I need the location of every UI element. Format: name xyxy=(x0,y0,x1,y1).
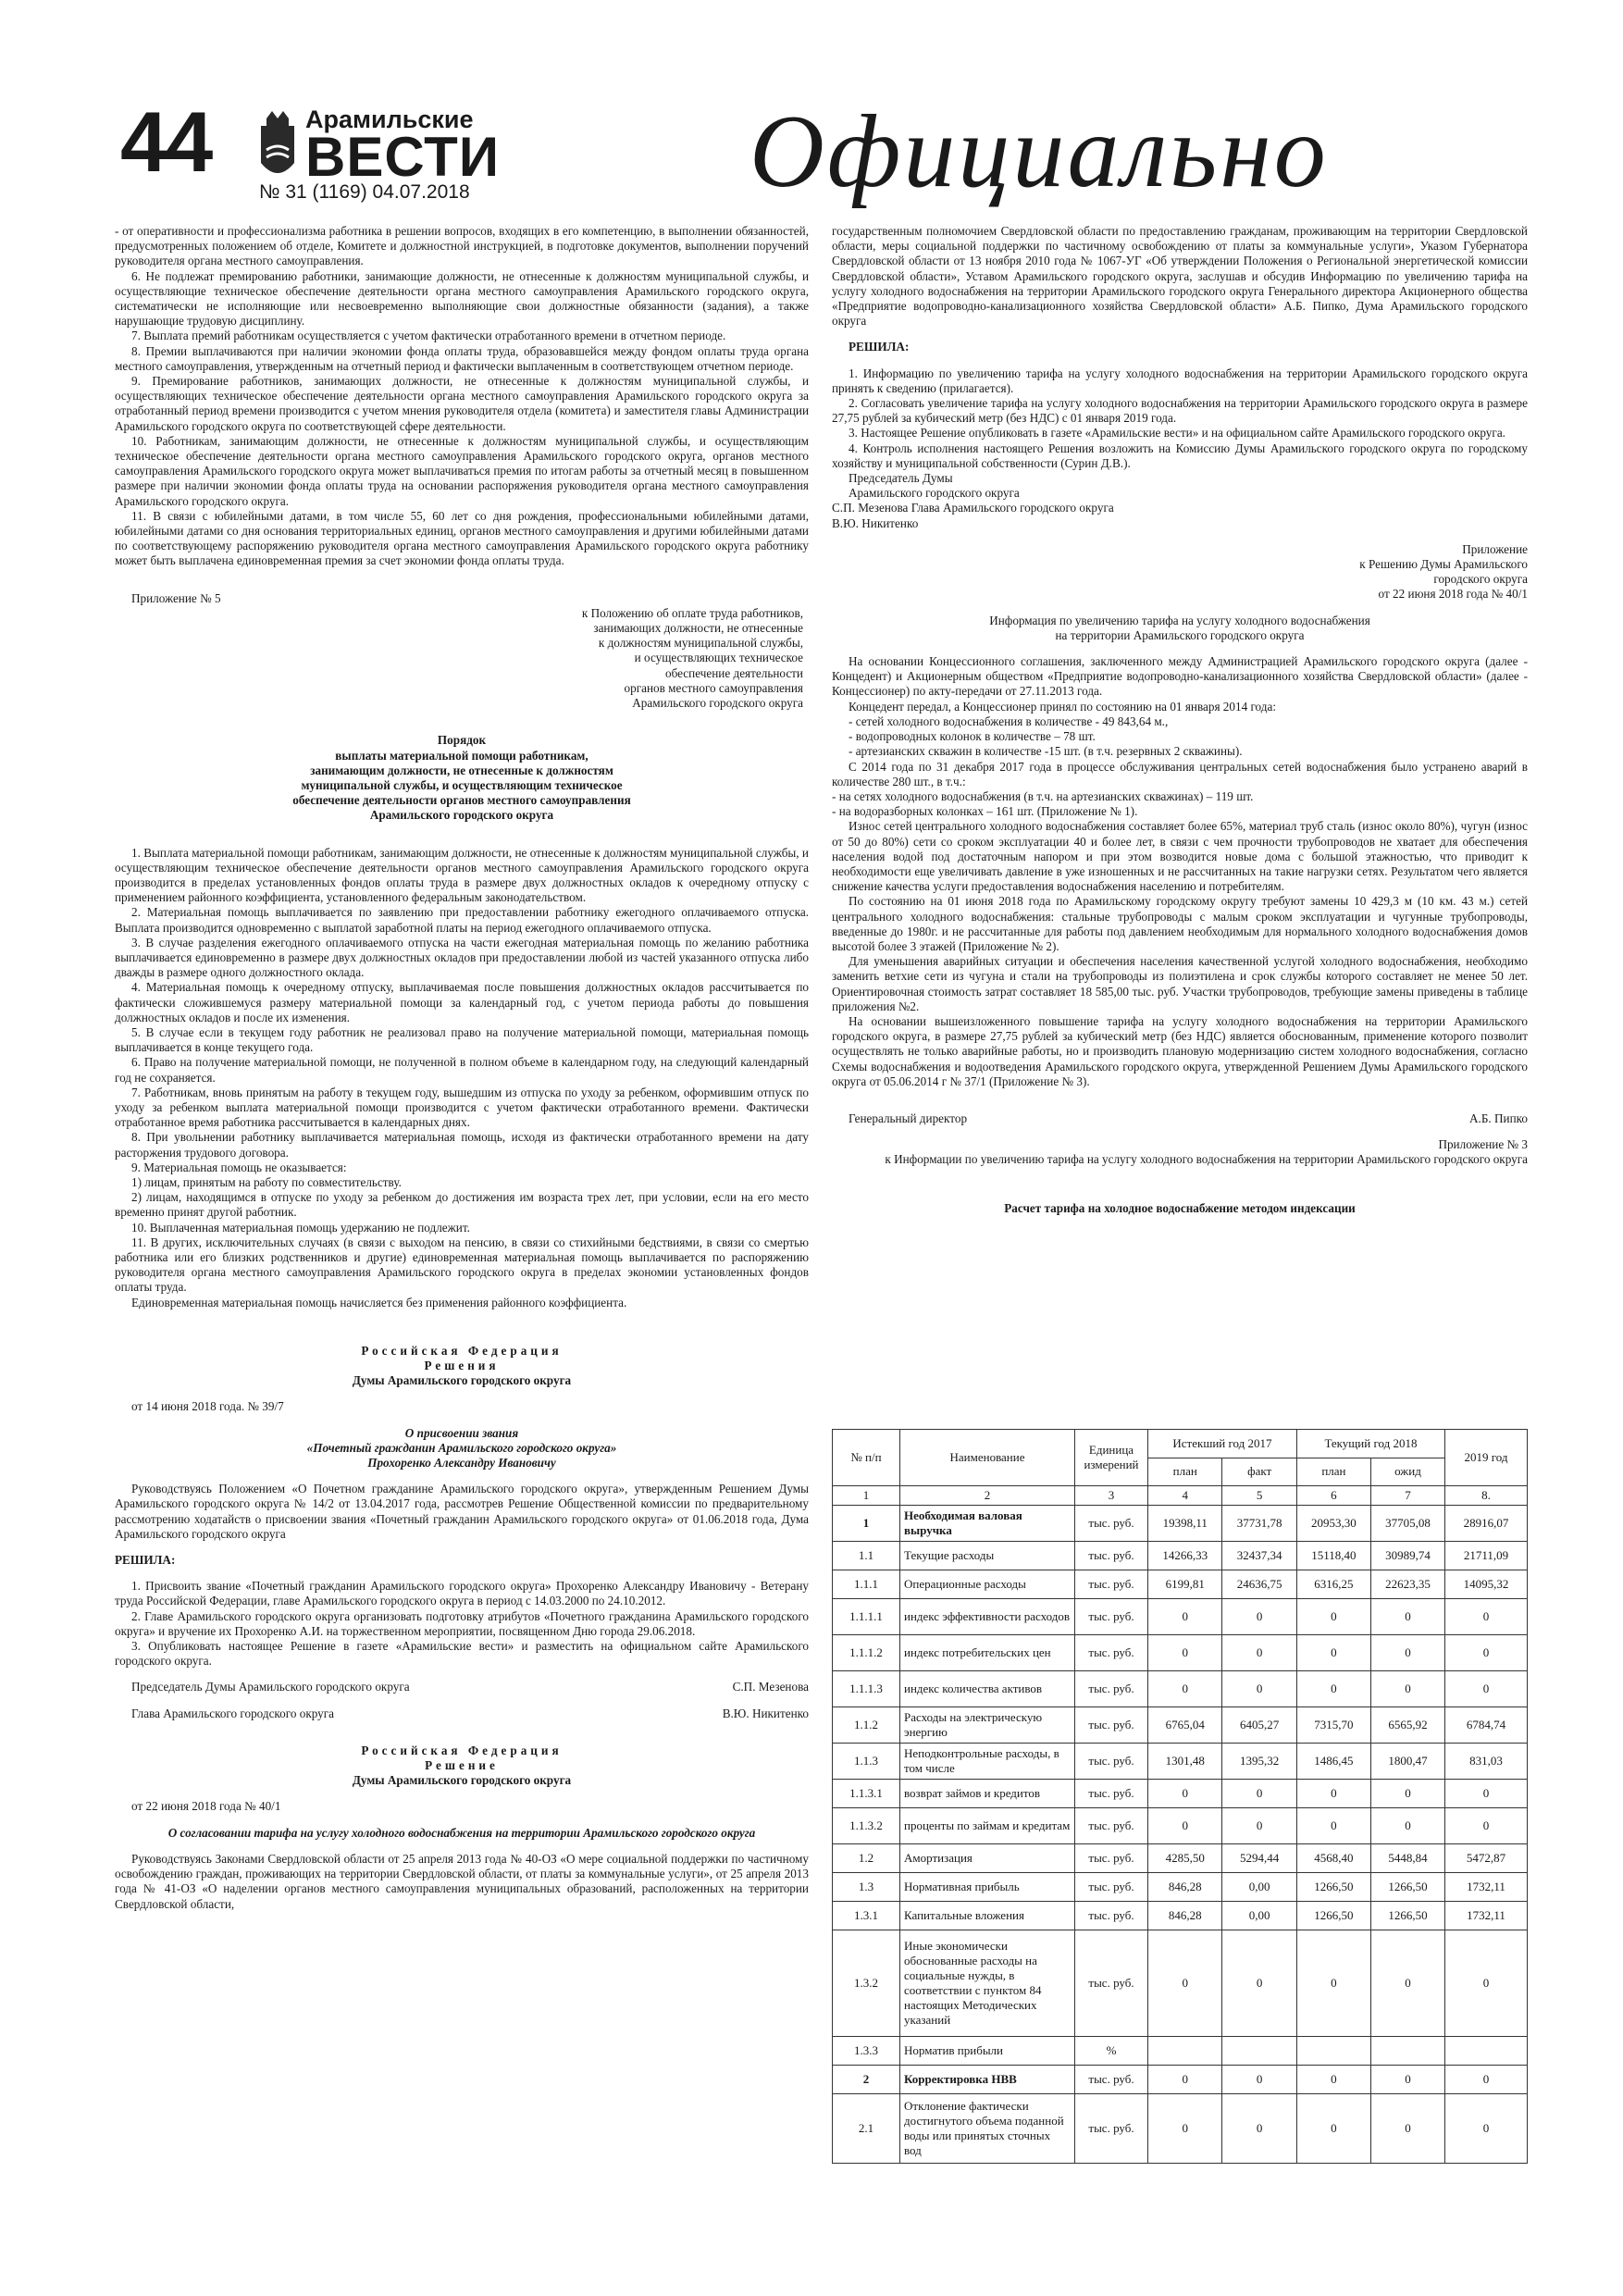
appendix-line: к должностям муниципальной службы, xyxy=(598,636,803,651)
title-line: «Почетный гражданин Арамильского городского округа» xyxy=(306,1440,617,1455)
index-cell: 3 xyxy=(1075,1486,1148,1506)
paragraph: 2) лицам, находящимся в отпуске по уходу за ребенком до достижения им возраста трех лет, при условии, если на его место временно принят другой работник. xyxy=(115,1190,809,1220)
decision-header: Российская Федерация xyxy=(361,1343,563,1358)
row-value-cell: 1301,48 xyxy=(1148,1744,1222,1780)
table-row xyxy=(833,1744,1528,1780)
row-number-cell: 1.1.1 xyxy=(833,1570,900,1599)
row-number-cell: 1.1 xyxy=(833,1542,900,1570)
list-item: - на сетях холодного водоснабжения (в т.ч. на артезианских скважинах) – 119 шт. xyxy=(832,788,1254,803)
row-value-cell: 0 xyxy=(1222,1780,1296,1808)
col-header-cur-year: Текущий год 2018 xyxy=(1296,1430,1444,1458)
signature-row xyxy=(115,1680,809,1694)
row-value-cell: 0 xyxy=(1148,1808,1222,1844)
paragraph: 4. Контроль исполнения настоящего Решения возложить на Комиссию Думы Арамильского городского округа по городскому хозяйству и муниципальной собственности (Сурин Д.В.). xyxy=(832,441,1528,470)
row-value-cell: 6765,04 xyxy=(1148,1707,1222,1744)
row-number-cell: 1.3.3 xyxy=(833,2037,900,2066)
col-header-plan: план xyxy=(1296,1458,1370,1486)
paragraph: 8. Премии выплачиваются при наличии экономии фонда оплаты труда, образовавшейся между фондом оплаты труда органа местного самоуправления, утвержденным на отчетный период и фактически выплаченным в соответствующем отчетном периоде. xyxy=(115,343,809,373)
col-header-prev-year: Истекший год 2017 xyxy=(1148,1430,1297,1458)
row-value-cell: 0 xyxy=(1370,2066,1444,2094)
paragraph: 3. Настоящее Решение опубликовать в газете «Арамильские вести» и на официальном сайте Арамильского городского округа. xyxy=(849,426,1505,441)
table-row xyxy=(833,1902,1528,1930)
table-header-row xyxy=(833,1430,1528,1458)
paragraph: 9. Материальная помощь не оказывается: xyxy=(131,1160,347,1174)
decision-date: от 22 июня 2018 года № 40/1 xyxy=(131,1799,281,1814)
table-row xyxy=(833,1873,1528,1902)
index-cell: 4 xyxy=(1148,1486,1222,1506)
col-header-unit: Единица измерений xyxy=(1075,1430,1148,1486)
row-number-cell: 1.3 xyxy=(833,1873,900,1902)
row-value-cell xyxy=(1370,2037,1444,2066)
page-number: 44 xyxy=(120,95,212,190)
list-item: - на водоразборных колонках – 161 шт. (Приложение № 1). xyxy=(832,804,1138,819)
decision-title: О согласовании тарифа на услугу холодного водоснабжения на территории Арамильского городского округа xyxy=(167,1825,756,1840)
row-value-cell: 0 xyxy=(1222,2066,1296,2094)
row-value-cell: 1732,11 xyxy=(1445,1873,1528,1902)
row-value-cell: 0 xyxy=(1370,1930,1444,2037)
paragraph: Для уменьшения аварийных ситуации и обеспечения населения качественной услугой холодного водоснабжения, необходимо заменить ветхие сети из чугуна и стали на трубопроводы из полиэтилена и срок службы которого составляет не менее 50 лет. Ориентировочная стоимость затрат составляет 18 585,00 тыс. руб. Участки трубопроводов, требующие замены приведены в таблице приложения №2. xyxy=(832,954,1528,1013)
signature-line: Председатель Думы xyxy=(849,471,953,486)
row-value-cell: 1266,50 xyxy=(1296,1902,1370,1930)
row-value-cell: 0 xyxy=(1370,1599,1444,1635)
row-value-cell: 0 xyxy=(1445,1599,1528,1635)
paragraph: 5. В случае если в текущем году работник не реализовал право на получение материальной помощи, материальная помощь выплачивается в конце текущего года. xyxy=(115,1024,809,1055)
signature-line: В.Ю. Никитенко xyxy=(832,515,919,530)
table-row xyxy=(833,1930,1528,2037)
row-number-cell: 1.1.3.1 xyxy=(833,1780,900,1808)
list-item: - водопроводных колонок в количестве – 78 шт. xyxy=(849,729,1096,744)
row-name-cell: Норматив прибыли xyxy=(900,2037,1075,2066)
table-row xyxy=(833,1570,1528,1599)
row-value-cell: 5294,44 xyxy=(1222,1844,1296,1873)
paragraph: 3. В случае разделения ежегодного оплачиваемого отпуска на части ежегодная материальная помощь по желанию работника выплачивается единовременно в размере двух должностных окладов при предоставлении любой из частей указанного отпуска либо дважды в размере одного должностного оклада. xyxy=(115,935,809,980)
table-row xyxy=(833,2066,1528,2094)
row-unit-cell: тыс. руб. xyxy=(1075,1780,1148,1808)
col-header-name: Наименование xyxy=(900,1430,1075,1486)
table-title: Расчет тарифа на холодное водоснабжение методом индексации xyxy=(1004,1200,1356,1215)
row-unit-cell: тыс. руб. xyxy=(1075,1707,1148,1744)
row-unit-cell: тыс. руб. xyxy=(1075,1506,1148,1542)
signature-position: Генеральный директор xyxy=(849,1111,968,1125)
row-name-cell: Корректировка НВВ xyxy=(900,2066,1075,2094)
row-value-cell: 0 xyxy=(1370,1671,1444,1707)
signature-name: В.Ю. Никитенко xyxy=(722,1706,809,1720)
row-value-cell: 0 xyxy=(1148,1671,1222,1707)
decision-header: Решение xyxy=(425,1758,499,1773)
paragraph: Единовременная материальная помощь начисляется без применения районного коэффициента. xyxy=(131,1295,627,1309)
row-value-cell: 0 xyxy=(1222,2094,1296,2164)
row-value-cell: 28916,07 xyxy=(1445,1506,1528,1542)
title-line: выплаты материальной помощи работникам, xyxy=(335,748,588,763)
appendix-line: обеспечение деятельности xyxy=(665,665,803,680)
row-value-cell: 846,28 xyxy=(1148,1873,1222,1902)
row-value-cell xyxy=(1222,2037,1296,2066)
row-value-cell: 1732,11 xyxy=(1445,1902,1528,1930)
signature-row xyxy=(115,1706,809,1721)
col-header-plan: план xyxy=(1148,1458,1222,1486)
table-row xyxy=(833,1844,1528,1873)
row-value-cell: 0 xyxy=(1296,1930,1370,2037)
list-item: - сетей холодного водоснабжения в количестве - 49 843,64 м., xyxy=(849,714,1169,728)
row-value-cell xyxy=(1148,2037,1222,2066)
row-number-cell: 2.1 xyxy=(833,2094,900,2164)
row-number-cell: 1.1.1.2 xyxy=(833,1635,900,1671)
row-value-cell: 0 xyxy=(1445,1635,1528,1671)
row-value-cell: 0 xyxy=(1222,1671,1296,1707)
col-header-fact: факт xyxy=(1222,1458,1296,1486)
index-cell: 2 xyxy=(900,1486,1075,1506)
paragraph: 1) лицам, принятым на работу по совместительству. xyxy=(131,1174,402,1189)
row-unit-cell: тыс. руб. xyxy=(1075,1930,1148,2037)
paragraph: 11. В связи с юбилейными датами, в том числе 55, 60 лет со дня рождения, профессиональными юбилейными датами, юбилейными датами со дня основания территориальных единиц, органов местного самоуправления и другими юбилейными датами по соответствующему распоряжению руководителя органа местного самоуправления Арамильского городского округа работнику может быть выплачена единовременная премия за счет экономии фонда оплаты труда. xyxy=(115,508,809,568)
row-value-cell: 831,03 xyxy=(1445,1744,1528,1780)
paragraph: 6. Не подлежат премированию работники, занимающие должности, не отнесенные к должностям муниципальной службы, и осуществляющие техническое обеспечение деятельности органа местного самоуправления Арамильского городского округа, систематически не исполняющие или несвоевременно выполняющие свои должностные обязанности (задания), а также нарушающие трудовую дисциплину. xyxy=(115,268,809,329)
row-name-cell: индекс эффективности расходов xyxy=(900,1599,1075,1635)
row-value-cell: 0 xyxy=(1296,1599,1370,1635)
row-value-cell: 1266,50 xyxy=(1370,1902,1444,1930)
paragraph: 1. Информацию по увеличению тарифа на услугу холодного водоснабжения на территории Арамильского городского округа принять к сведению (прилагается). xyxy=(832,366,1528,395)
row-unit-cell: тыс. руб. xyxy=(1075,2066,1148,2094)
row-number-cell: 1.1.3.2 xyxy=(833,1808,900,1844)
paragraph: 8. При увольнении работнику выплачивается материальная помощь, исходя из фактически отработанного времени на дату расторжения трудового договора. xyxy=(115,1130,809,1160)
row-unit-cell: тыс. руб. xyxy=(1075,1635,1148,1671)
resolution-label: РЕШИЛА: xyxy=(849,340,910,354)
row-value-cell: 6565,92 xyxy=(1370,1707,1444,1744)
title-line: Порядок xyxy=(437,733,487,748)
row-unit-cell: тыс. руб. xyxy=(1075,1744,1148,1780)
brand-top: Арамильские xyxy=(305,105,474,133)
row-name-cell: Текущие расходы xyxy=(900,1542,1075,1570)
row-name-cell: индекс количества активов xyxy=(900,1671,1075,1707)
resolution-label: РЕШИЛА: xyxy=(115,1553,176,1568)
decision-date: от 14 июня 2018 года. № 39/7 xyxy=(131,1399,284,1414)
paragraph: 9. Премирование работников, занимающих должности, не отнесенные к должностям муниципальной службы, и осуществляющих техническое обеспечение деятельности органа местного самоуправления Арамильского городского округа за отработанный период времени производится с учетом мнения руководителя отдела (комитета) и заместителя главы Администрации Арамильского городского округа по соответствующей сфере деятельности. xyxy=(115,374,809,433)
paragraph: 11. В других, исключительных случаях (в связи с выходом на пенсию, в связи со стихийными бедствиями, в связи со смертью работника или его близких родственников и другие) единовременная материальная помощь выплачивается по распоряжению руководителя органа местного самоуправления Арамильского городского округа в пределах экономии установленных фондов оплаты труда. xyxy=(115,1235,809,1295)
appendix-label: Приложение № 5 xyxy=(131,590,221,605)
title-line: обеспечение деятельности органов местного самоуправления xyxy=(292,793,631,808)
paragraph: 7. Выплата премий работникам осуществляется с учетом фактически отработанного времени в отчетном периоде. xyxy=(131,329,726,343)
appendix-label: Приложение № 3 xyxy=(1438,1137,1528,1152)
row-number-cell: 1 xyxy=(833,1506,900,1542)
row-unit-cell: % xyxy=(1075,2037,1148,2066)
row-value-cell: 0 xyxy=(1445,1671,1528,1707)
appendix-line: к Положению об оплате труда работников, xyxy=(581,605,803,620)
row-name-cell: проценты по займам и кредитам xyxy=(900,1808,1075,1844)
row-value-cell: 4568,40 xyxy=(1296,1844,1370,1873)
row-name-cell: возврат займов и кредитов xyxy=(900,1780,1075,1808)
paragraph: 4. Материальная помощь к очередному отпуску, выплачиваемая после повышения должностных окладов рассчитывается по фактически сложившемуся размеру материальной помощи за календарный год, с учетом периода работы до повышения должностных окладов и после их изменения. xyxy=(115,980,809,1024)
row-unit-cell: тыс. руб. xyxy=(1075,1844,1148,1873)
row-number-cell: 1.2 xyxy=(833,1844,900,1873)
table-row xyxy=(833,1808,1528,1844)
decision-header: Думы Арамильского городского округа xyxy=(352,1773,572,1788)
row-value-cell: 19398,11 xyxy=(1148,1506,1222,1542)
title-line: Арамильского городского округа xyxy=(369,808,554,823)
row-number-cell: 1.1.3 xyxy=(833,1744,900,1780)
appendix-line: органов местного самоуправления xyxy=(624,680,803,695)
table-row xyxy=(833,1599,1528,1635)
row-value-cell: 32437,34 xyxy=(1222,1542,1296,1570)
paragraph: Руководствуясь Положением «О Почетном гражданине Арамильского городского округа», утвержденным Решением Думы Арамильского городского округа № 14/2 от 13.04.2017 года, рассмотрев Решение Общественной комиссии по предварительному рассмотрению ходатайств о присвоении звания «Почетный гражданин Арамильского городского округа» от 01.06.2018 года, Дума Арамильского городского округа xyxy=(115,1482,809,1541)
row-value-cell: 0 xyxy=(1445,2094,1528,2164)
brand-logo: ВЕСТИ xyxy=(305,126,500,188)
row-value-cell: 0 xyxy=(1445,2066,1528,2094)
appendix-reference xyxy=(115,606,809,711)
paragraph: 3. Опубликовать настоящее Решение в газете «Арамильские вести» и разместить на официальном сайте Арамильского городского округа. xyxy=(115,1639,809,1669)
row-value-cell: 1266,50 xyxy=(1370,1873,1444,1902)
title-line: Прохоренко Александру Ивановичу xyxy=(367,1456,556,1471)
table-row xyxy=(833,1635,1528,1671)
row-number-cell: 1.1.1.1 xyxy=(833,1599,900,1635)
row-value-cell: 24636,75 xyxy=(1222,1570,1296,1599)
index-cell: 1 xyxy=(833,1486,900,1506)
row-value-cell: 0 xyxy=(1370,1635,1444,1671)
row-number-cell: 1.3.2 xyxy=(833,1930,900,2037)
row-name-cell: Отклонение фактически достигнутого объема поданной воды или принятых сточных вод xyxy=(900,2094,1075,2164)
row-unit-cell: тыс. руб. xyxy=(1075,1873,1148,1902)
table-row xyxy=(833,2037,1528,2066)
table-row xyxy=(833,1780,1528,1808)
row-value-cell: 30989,74 xyxy=(1370,1542,1444,1570)
city-emblem-icon xyxy=(259,109,296,183)
row-value-cell: 37705,08 xyxy=(1370,1506,1444,1542)
paragraph: Руководствуясь Законами Свердловской области от 25 апреля 2013 года № 40-ОЗ «О мере социальной поддержки по частичному освобождению граждан, проживающих на территории Свердловской области, от платы за коммунальные услуги», от 25 апреля 2013 года № 41-ОЗ «О наделении органов местного самоуправления муниципальных образований, расположенных на территории Свердловской области, xyxy=(115,1851,809,1911)
row-name-cell: индекс потребительских цен xyxy=(900,1635,1075,1671)
row-value-cell: 0 xyxy=(1296,1808,1370,1844)
paragraph: 10. Работникам, занимающим должности, не отнесенные к должностям муниципальной службы, и осуществляющим техническое обеспечение деятельности органа местного самоуправления Арамильского городского округа, органов местного самоуправления Арамильского городского округа может выплачиваться премия по итогам работы за отчетный месяц в повышенном размере при наличии экономии фонда оплаты труда на основании распоряжения руководителя органа местного самоуправления Арамильского городского округа. xyxy=(115,433,809,508)
row-value-cell: 0 xyxy=(1445,1930,1528,2037)
row-value-cell: 0 xyxy=(1148,1599,1222,1635)
issue-info: № 31 (1169) 04.07.2018 xyxy=(259,181,470,203)
row-value-cell: 0 xyxy=(1445,1808,1528,1844)
paragraph: С 2014 года по 31 декабря 2017 года в процессе обслуживания центральных сетей водоснабжения было устранено аварий в количестве 280 шт., в т.ч.: xyxy=(832,759,1528,788)
row-value-cell: 22623,35 xyxy=(1370,1570,1444,1599)
appendix-line: Приложение xyxy=(1462,541,1528,556)
row-unit-cell: тыс. руб. xyxy=(1075,1599,1148,1635)
row-name-cell: Иные экономически обоснованные расходы на социальные нужды, в соответствии с пунктом 84 настоящих Методических указаний xyxy=(900,1930,1075,2037)
appendix-line: от 22 июня 2018 года № 40/1 xyxy=(1378,587,1528,602)
row-value-cell: 0 xyxy=(1296,2094,1370,2164)
row-value-cell: 0 xyxy=(1222,1599,1296,1635)
row-value-cell: 1266,50 xyxy=(1296,1873,1370,1902)
row-unit-cell: тыс. руб. xyxy=(1075,1671,1148,1707)
paragraph: 2. Согласовать увеличение тарифа на услугу холодного водоснабжения на территории Арамильского городского округа в размере 27,75 рублей за кубический метр (без НДС) с 01 января 2019 года. xyxy=(832,396,1528,426)
table-index-row xyxy=(833,1486,1528,1506)
left-column xyxy=(115,224,809,1912)
row-value-cell: 5448,84 xyxy=(1370,1844,1444,1873)
appendix-line: городского округа xyxy=(1433,572,1528,587)
table-row xyxy=(833,1671,1528,1707)
col-header-next-year: 2019 год xyxy=(1445,1430,1528,1486)
list-item: - артезианских скважин в количестве -15 шт. (в т.ч. резервных 2 скважины). xyxy=(849,744,1243,759)
row-value-cell: 0 xyxy=(1148,1780,1222,1808)
row-value-cell: 37731,78 xyxy=(1222,1506,1296,1542)
table-row xyxy=(833,1506,1528,1542)
row-value-cell: 0 xyxy=(1296,1780,1370,1808)
decision-header: Думы Арамильского городского округа xyxy=(352,1373,572,1388)
signature-position: Глава Арамильского городского округа xyxy=(131,1706,335,1720)
row-value-cell xyxy=(1296,2037,1370,2066)
paragraph: 6. Право на получение материальной помощи, не полученной в полном объеме в календарном году, на следующий календарный год не сохраняется. xyxy=(115,1055,809,1085)
row-value-cell: 1395,32 xyxy=(1222,1744,1296,1780)
paragraph: - от оперативности и профессионализма работника в решении вопросов, входящих в его компетенцию, в выполнении обязанностей, предусмотренных положением об отделе, Комитете и должностной инструкцией, в подготовке документов, выполнении поручений руководителя органа местного самоуправления. xyxy=(115,224,809,268)
appendix-line: и осуществляющих техническое xyxy=(634,651,803,665)
decision-header: Российская Федерация xyxy=(361,1743,563,1757)
index-cell: 5 xyxy=(1222,1486,1296,1506)
row-name-cell: Нормативная прибыль xyxy=(900,1873,1075,1902)
row-value-cell: 0 xyxy=(1296,1671,1370,1707)
row-unit-cell: тыс. руб. xyxy=(1075,1570,1148,1599)
row-number-cell: 1.3.1 xyxy=(833,1902,900,1930)
signature-position: Председатель Думы Арамильского городского округа xyxy=(131,1680,410,1694)
row-name-cell: Амортизация xyxy=(900,1844,1075,1873)
row-value-cell: 0 xyxy=(1148,2094,1222,2164)
table-row xyxy=(833,1542,1528,1570)
paragraph: На основании Концессионного соглашения, заключенного между Администрацией Арамильского городского округа (далее - Концедент) и Акционерным обществом «Предприятие водопроводно-канализационного хозяйства Свердловской области» (далее - Концессионер) по акту-передачи от 27.11.2013 года. xyxy=(832,654,1528,699)
info-title xyxy=(832,614,1528,643)
index-cell: 6 xyxy=(1296,1486,1370,1506)
row-name-cell: Операционные расходы xyxy=(900,1570,1075,1599)
row-value-cell: 5472,87 xyxy=(1445,1844,1528,1873)
paragraph: 10. Выплаченная материальная помощь удержанию не подлежит. xyxy=(131,1220,470,1235)
paragraph: 2. Материальная помощь выплачивается по заявлению при предоставлении работнику ежегодного оплачиваемого отпуска. Выплата производится одновременно с выплатой заработной платы на период ежегодного оплачиваемого отпуска. xyxy=(115,905,809,935)
row-value-cell: 0,00 xyxy=(1222,1902,1296,1930)
paragraph: По состоянию на 01 июня 2018 года по Арамильскому городскому округу требуют замены 10 429,3 м (10 км. 43 м.) сетей центрального холодного водоснабжения: стальные трубопроводы с малым сроком эксплуатации и чугунные трубопроводы, введенные до 1980г. и не рассчитанные для работы под давлением необходимым для нормального холодного водоснабжения домов высотой более 3 этажей (Приложение № 2). xyxy=(832,894,1528,953)
row-value-cell: 0 xyxy=(1222,1808,1296,1844)
order-title xyxy=(115,733,809,823)
row-value-cell: 21711,09 xyxy=(1445,1542,1528,1570)
row-name-cell: Капитальные вложения xyxy=(900,1902,1075,1930)
title-line: О присвоении звания xyxy=(404,1425,519,1440)
section-title: Официально xyxy=(750,94,1329,209)
row-value-cell xyxy=(1445,2037,1528,2066)
paragraph: 1. Присвоить звание «Почетный гражданин Арамильского городского округа» Прохоренко Александру Ивановичу - Ветерану труда Российской Федерации, главе Арамильского городского округа в период с 14.03.2000 по 24.10.2012. xyxy=(115,1579,809,1608)
appendix-line: Арамильского городского округа xyxy=(632,696,803,711)
row-value-cell: 0 xyxy=(1222,1930,1296,2037)
row-value-cell: 7315,70 xyxy=(1296,1707,1370,1744)
decision-title xyxy=(115,1426,809,1471)
row-value-cell: 0 xyxy=(1296,2066,1370,2094)
title-line: Информация по увеличению тарифа на услугу холодного водоснабжения xyxy=(989,613,1370,627)
row-value-cell: 1486,45 xyxy=(1296,1744,1370,1780)
row-value-cell: 0 xyxy=(1445,1780,1528,1808)
paragraph: 1. Выплата материальной помощи работникам, занимающим должности, не отнесенные к должностям муниципальной службы, и осуществляющим техническое обеспечение деятельности органов местного самоуправления Арамильского городского округа производится в пределах установленных фондов оплаты труда в размере двух должностных окладов к очередному отпуску с применением районного коэффициента, установленного федеральным законодательством. xyxy=(115,845,809,905)
row-value-cell: 0 xyxy=(1148,1635,1222,1671)
paragraph: На основании вышеизложенного повышение тарифа на услугу холодного водоснабжения на территории Арамильского городского округа, в размере 27,75 рублей за кубический метр (без НДС) является обоснованным, применение которого позволит осуществлять не только аварийные работы, но и производить плановую модернизацию систем холодного водоснабжения, согласно Схемы водоснабжения и водоотведения Арамильского городского округа, утвержденной Решением Думы Арамильского городского округа от 05.06.2014 г № 37/1 (Приложение № 3). xyxy=(832,1013,1528,1088)
row-number-cell: 2 xyxy=(833,2066,900,2094)
row-value-cell: 0 xyxy=(1148,1930,1222,2037)
row-name-cell: Расходы на электрическую энергию xyxy=(900,1707,1075,1744)
paragraph: 2. Главе Арамильского городского округа организовать подготовку атрибутов «Почетного гражданина Арамильского городского округа» и вручение их Прохоренко А.И. на торжественном мероприятии, посвященном Дню города 29.06.2018. xyxy=(115,1608,809,1638)
row-unit-cell: тыс. руб. xyxy=(1075,1808,1148,1844)
title-line: на территории Арамильского городского округа xyxy=(1055,627,1305,642)
row-value-cell: 846,28 xyxy=(1148,1902,1222,1930)
row-value-cell: 0 xyxy=(1296,1635,1370,1671)
title-line: муниципальной службы, и осуществляющим техническое xyxy=(301,777,623,792)
col-header-expected: ожид xyxy=(1370,1458,1444,1486)
col-header-number: № п/п xyxy=(833,1430,900,1486)
row-value-cell: 20953,30 xyxy=(1296,1506,1370,1542)
right-column xyxy=(832,224,1528,1216)
row-unit-cell: тыс. руб. xyxy=(1075,1542,1148,1570)
row-number-cell: 1.1.2 xyxy=(833,1707,900,1744)
row-value-cell: 1800,47 xyxy=(1370,1744,1444,1780)
row-unit-cell: тыс. руб. xyxy=(1075,2094,1148,2164)
signature-line: С.П. Мезенова Глава Арамильского городского округа xyxy=(832,501,1114,515)
row-number-cell: 1.1.1.3 xyxy=(833,1671,900,1707)
signature-name: А.Б. Пипко xyxy=(1469,1111,1528,1125)
row-value-cell: 0 xyxy=(1148,2066,1222,2094)
appendix-reference: к Информации по увеличению тарифа на услугу холодного водоснабжения на территории Арамильского городского округа xyxy=(885,1152,1528,1167)
paragraph: Износ сетей центрального холодного водоснабжения составляет более 65%, материал труб сталь (износ около 80%), чугун (износ от 50 до 80%) сети со сроком эксплуатации 40 и более лет, в связи с чем прочности трубопроводов не хватает для обеспечения населения водой под достаточным напором и при этом возводится новые дома с большой этажностью, что приводит к необходимости еще увеличивать давление в уже изношенных и не рассчитанных на такие нагрузки сетях. Результатом чего является снижение качества услуги предоставления водоснабжения населению и потребителям. xyxy=(832,819,1528,894)
index-cell: 7 xyxy=(1370,1486,1444,1506)
row-name-cell: Необходимая валовая выручка xyxy=(900,1506,1075,1542)
row-value-cell: 6199,81 xyxy=(1148,1570,1222,1599)
row-name-cell: Неподконтрольные расходы, в том числе xyxy=(900,1744,1075,1780)
row-value-cell: 0 xyxy=(1370,1780,1444,1808)
table-row xyxy=(833,1707,1528,1744)
signature-row xyxy=(832,1111,1528,1126)
appendix-reference xyxy=(832,542,1528,602)
row-value-cell: 0,00 xyxy=(1222,1873,1296,1902)
appendix-line: занимающих должности, не отнесенные xyxy=(593,621,803,636)
row-value-cell: 14095,32 xyxy=(1445,1570,1528,1599)
row-value-cell: 0 xyxy=(1222,1635,1296,1671)
row-unit-cell: тыс. руб. xyxy=(1075,1902,1148,1930)
signature-line: Арамильского городского округа xyxy=(849,486,1020,501)
paragraph: государственным полномочием Свердловской области по предоставлению гражданам, проживающим на территории Свердловской области, меры социальной поддержки по частичному освобождению от платы за коммунальные услуги», Указом Губернатора Свердловской области от 13 ноября 2010 года № 1067-УГ «Об утверждении Положения о Региональной энергетической комиссии Свердловской области», Уставом Арамильского городского округа, заслушав и обсудив Информацию по увеличению тарифа на услугу холодного водоснабжения на территории Арамильского городского округа Генерального директора Акционерного общества «Предприятие водопроводно-канализационного хозяйства Свердловской области» А.Б. Пипко, Дума Арамильского городского округа xyxy=(832,224,1528,329)
decision-header: Решения xyxy=(424,1359,500,1373)
tariff-table xyxy=(832,1429,1528,2164)
paragraph: Концедент передал, а Концессионер принял по состоянию на 01 января 2014 года: xyxy=(849,699,1276,714)
row-value-cell: 0 xyxy=(1370,1808,1444,1844)
paragraph: 7. Работникам, вновь принятым на работу в текущем году, вышедшим из отпуска по уходу за ребенком, оформившим отпуск по уходу за ребенком выплата материальной помощи производится с учетом фактически отработанного времени. Фактически отработанное время работника рассчитывается в календарных днях. xyxy=(115,1085,809,1130)
row-value-cell: 0 xyxy=(1370,2094,1444,2164)
row-value-cell: 15118,40 xyxy=(1296,1542,1370,1570)
table-row xyxy=(833,2094,1528,2164)
signature-name: С.П. Мезенова xyxy=(732,1680,809,1694)
row-value-cell: 6405,27 xyxy=(1222,1707,1296,1744)
row-value-cell: 14266,33 xyxy=(1148,1542,1222,1570)
appendix-line: к Решению Думы Арамильского xyxy=(1359,557,1528,572)
index-cell: 8. xyxy=(1445,1486,1528,1506)
row-value-cell: 6316,25 xyxy=(1296,1570,1370,1599)
title-line: занимающим должности, не отнесенные к должностям xyxy=(310,763,613,777)
row-value-cell: 6784,74 xyxy=(1445,1707,1528,1744)
row-value-cell: 4285,50 xyxy=(1148,1844,1222,1873)
